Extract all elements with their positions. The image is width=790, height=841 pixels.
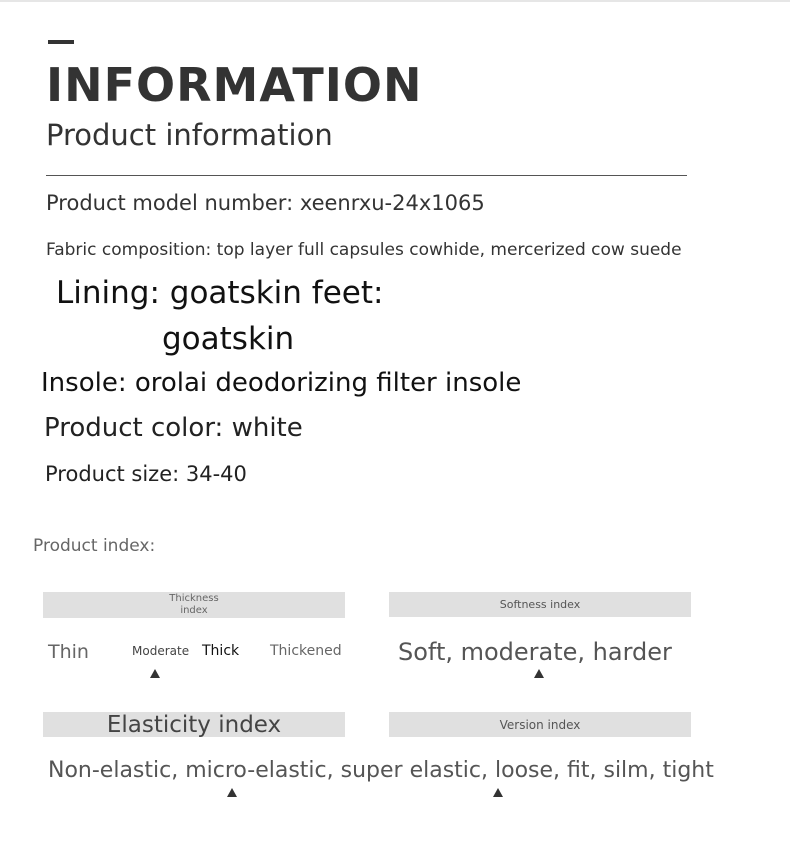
divider [46, 175, 687, 176]
elasticity-options: Non-elastic, micro-elastic, super elastic, [48, 758, 488, 783]
fabric-composition: Fabric composition: top layer full capsules cowhide, mercerized cow suede [46, 240, 682, 260]
thickness-index-bar [43, 592, 345, 618]
softness-index-bar [389, 592, 691, 617]
page-subtitle: Product information [46, 118, 333, 152]
thickness-marker-icon [150, 669, 160, 678]
thickness-option-thick: Thick [202, 643, 240, 659]
product-size: Product size: 34-40 [45, 462, 247, 486]
heading-dash [48, 40, 74, 44]
insole: Insole: orolai deodorizing filter insole [41, 368, 522, 398]
version-index-title: Version index [499, 717, 581, 732]
thickness-option-thin: Thin [48, 641, 89, 663]
elasticity-index-bar [43, 712, 345, 737]
elasticity-version-options [48, 758, 714, 783]
product-color: Product color: white [44, 413, 303, 443]
thickness-index-title: Thickness index [169, 593, 219, 616]
softness-marker-icon [534, 669, 544, 678]
thickness-option-moderate: Moderate [132, 644, 190, 658]
product-index-label: Product index: [33, 536, 156, 556]
thickness-option-thickened: Thickened [270, 643, 342, 659]
version-options: loose, fit, silm, tight [495, 758, 714, 783]
top-border [0, 0, 790, 2]
softness-options: Soft, moderate, harder [398, 638, 672, 666]
page-title: INFORMATION [46, 58, 423, 112]
lining-line-1: Lining: goatskin feet: [56, 275, 384, 311]
elasticity-index-title: Elasticity index [106, 711, 282, 738]
elasticity-marker-icon [227, 788, 237, 797]
version-marker-icon [493, 788, 503, 797]
lining-line-2: goatskin [162, 321, 295, 357]
softness-index-title: Softness index [499, 598, 581, 611]
model-number: Product model number: xeenrxu-24x1065 [46, 191, 485, 215]
version-index-bar [389, 712, 691, 737]
